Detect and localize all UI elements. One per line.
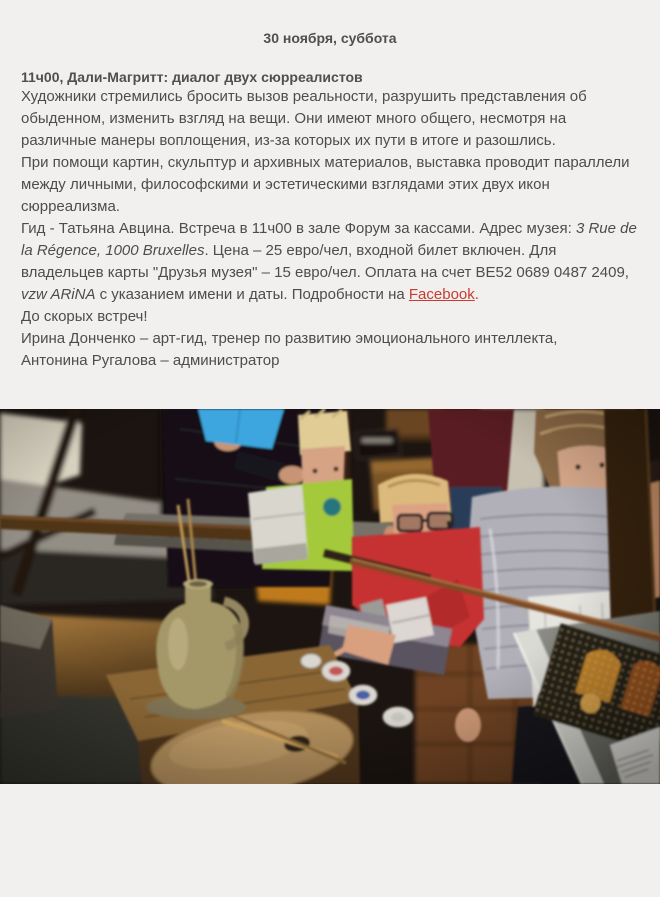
- event-photo: [0, 409, 660, 784]
- intro-part-1: Художники стремились бросить вызов реальности, разрушить представления об обыденном, изменить взгляд на вещи. Они имеют много общего, несмотря на различные манеры воплощения, из-за которых их пути в итоге и разошлись.: [21, 88, 587, 149]
- museum-address: 3 Rue de la Régence, 1000 Bruxelles: [21, 220, 637, 259]
- farewell-text: До скорых встреч!: [21, 308, 148, 325]
- details-segment-1: Гид - Татьяна Авцина. Встреча в 11ч00 в зале Форум за кассами. Адрес музея:: [21, 220, 576, 237]
- details-segment-3: с указанием имени и даты. Подробности на: [95, 286, 409, 303]
- details-segment-4: .: [474, 286, 479, 303]
- event-title: 11ч00, Дали-Магритт: диалог двух сюрреалистов: [21, 69, 363, 85]
- payee-name: vzw ARiNA: [21, 286, 96, 303]
- facebook-link[interactable]: Facebook: [408, 286, 475, 303]
- details-segment-2: . Цена – 25 евро/чел, входной билет включен. Для владельцев карты "Друзья музея" – 15 евро/чел. Оплата на счет BE52 0689 0487 2409,: [21, 242, 629, 281]
- date-heading: 30 ноября, суббота: [263, 30, 397, 46]
- signature-line-1: Ирина Донченко – арт-гид, тренер по развитию эмоционального интеллекта,: [21, 330, 558, 347]
- newsletter-body: [0, 29, 660, 372]
- intro-part-2: При помощи картин, скульптур и архивных материалов, выставка проводит параллели между личными, философскими и эстетическими взглядами этих двух икон сюрреализма.: [21, 154, 630, 215]
- intro-paragraph: [21, 86, 639, 218]
- signature-text: [21, 328, 639, 372]
- newsletter-page: [0, 29, 660, 897]
- details-paragraph: [21, 218, 639, 306]
- event-photo-illustration: [0, 409, 660, 784]
- signature-line-2: Антонина Ругалова – администратор: [21, 352, 280, 369]
